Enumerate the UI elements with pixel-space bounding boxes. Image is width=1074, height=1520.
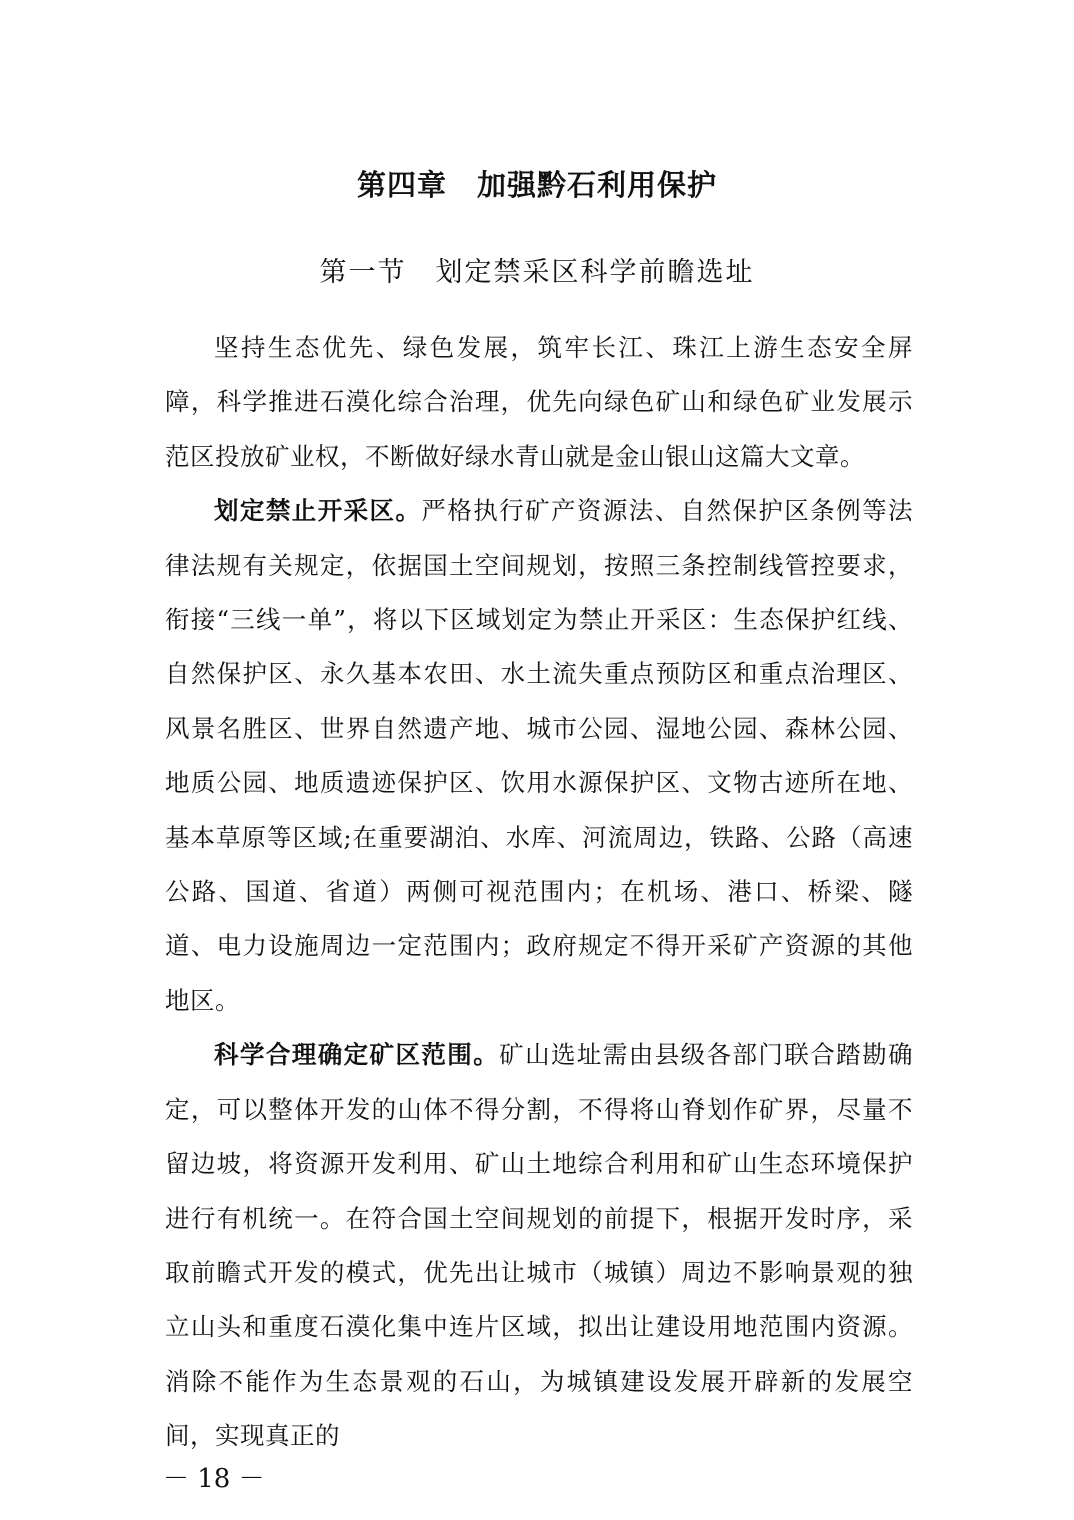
body-text — [165, 321, 913, 1464]
paragraph-prohibited-zones-text: 严格执行矿产资源法、自然保护区条例等法律法规有关规定，依据国土空间规划，按照三条控制线管控要求，衔接“三线一单”，将以下区域划定为禁止开采区：生态保护红线、自然保护区、永久基本农田、水土流失重点预防区和重点治理区、风景名胜区、世界自然遗产地、城市公园、湿地公园、森林公园、地质公园、地质遗迹保护区、饮用水源保护区、文物古迹所在地、基本草原等区域;在重要湖泊、水库、河流周边，铁路、公路（高速公路、国道、省道）两侧可视范围内；在机场、港口、桥梁、隧道、电力设施周边一定范围内；政府规定不得开采矿产资源的其他地区。 — [165, 496, 914, 1015]
paragraph-intro — [165, 321, 913, 484]
chapter-title: 第四章 加强黔石利用保护 — [356, 168, 717, 202]
paragraph-prohibited-zones — [165, 484, 913, 1028]
paragraph-mining-area-scope-heading: 科学合理确定矿区范围。 — [214, 1040, 500, 1070]
paragraph-intro-text: 坚持生态优先、绿色发展，筑牢长江、珠江上游生态安全屏障，科学推进石漠化综合治理，优先向绿色矿山和绿色矿业发展示范区投放矿业权，不断做好绿水青山就是金山银山这篇大文章。 — [165, 333, 913, 471]
paragraph-prohibited-zones-heading: 划定禁止开采区。 — [214, 496, 422, 526]
section-title: 第一节 划定禁采区科学前瞻选址 — [319, 257, 755, 288]
paragraph-mining-area-scope — [165, 1028, 913, 1463]
paragraph-mining-area-scope-text: 矿山选址需由县级各部门联合踏勘确定，可以整体开发的山体不得分割，不得将山脊划作矿界，尽量不留边坡，将资源开发利用、矿山土地综合利用和矿山生态环境保护进行有机统一。在符合国土空间规划的前提下，根据开发时序，采取前瞻式开发的模式，优先出让城市（城镇）周边不影响景观的独立山头和重度石漠化集中连片区域，拟出让建设用地范围内资源。消除不能作为生态景观的石山，为城镇建设发展开辟新的发展空间，实现真正的 — [165, 1040, 914, 1451]
page-number: － 18 － — [163, 1464, 265, 1494]
